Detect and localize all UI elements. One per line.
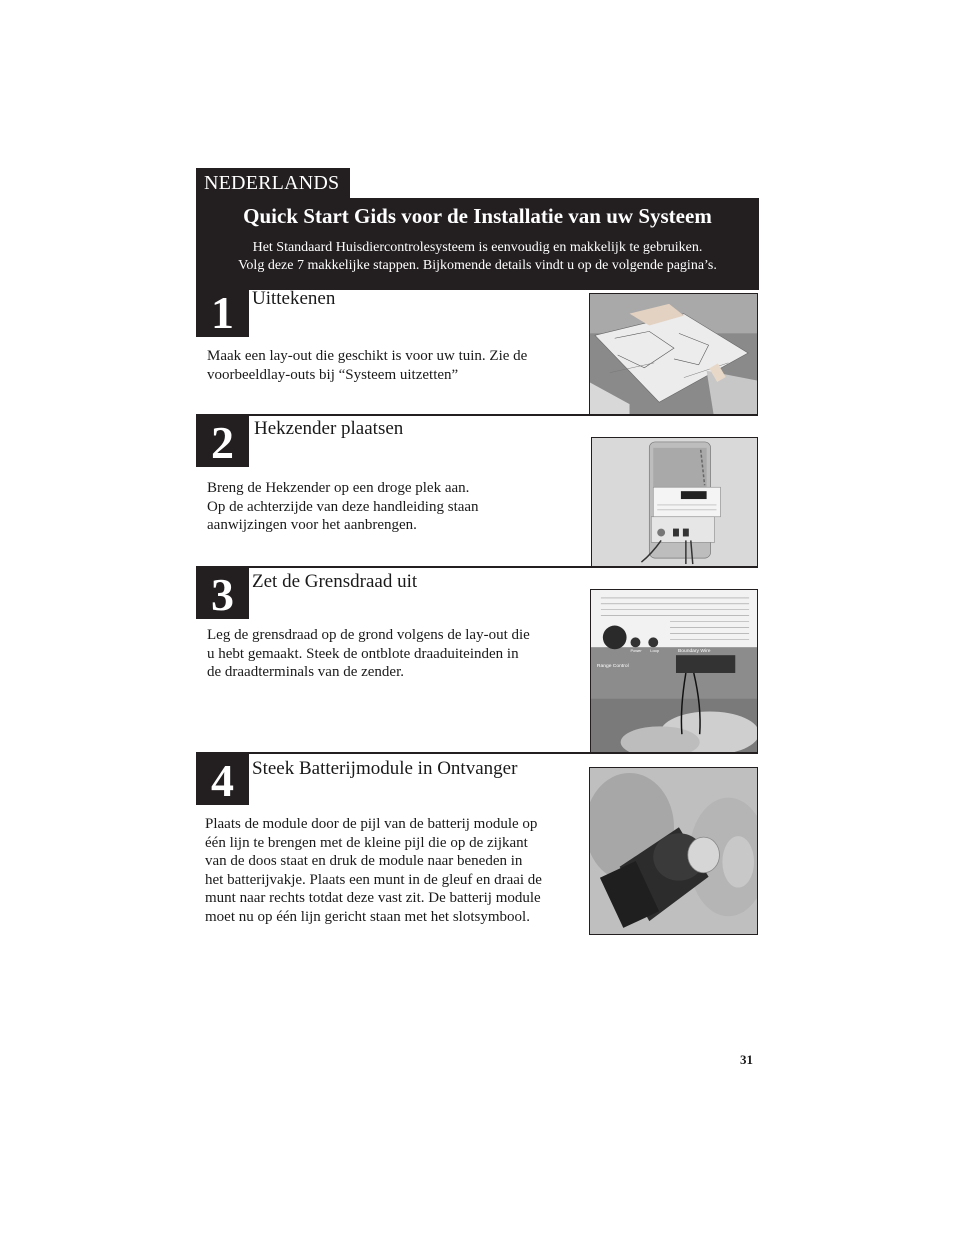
step-4-body: Plaats de module door de pijl van de batterij module op één lijn te brengen met de kleine pijl die op de zijkant van de doos staat en druk de module naar beneden in het batterijvakje. Plaats een munt in de gleuf en draai de munt naar rechts totdat deze vast zit. De batterij module moet nu op één lijn gericht staan met het slotsymbool. — [205, 816, 542, 925]
language-tab: NEDERLANDS — [196, 168, 350, 198]
step-2-divider — [248, 566, 758, 568]
photo-label-range-control: Range Control — [596, 664, 629, 670]
step-1-body: Maak een lay-out die geschikt is voor uw tuin. Zie de voorbeeldlay-outs bij “Systeem uitzetten” — [207, 348, 528, 383]
banner-intro-line-1: Het Standaard Huisdiercontrolesysteem is eenvoudig en makkelijk te gebruiken. — [252, 240, 703, 255]
step-3-number: 3 — [196, 566, 249, 619]
photo-label-power: Power — [630, 648, 642, 654]
step-2-body: Breng de Hekzender op een droge plek aan. Op de achterzijde van deze handleiding staan aanwijzingen voor het aanbrengen. — [207, 480, 479, 533]
step-3-title: Zet de Grensdraad uit — [252, 571, 418, 592]
step-4-title: Steek Batterijmodule in Ontvanger — [252, 758, 518, 779]
page-number: 31 — [740, 1052, 753, 1067]
step-3-body: Leg de grensdraad op de grond volgens de lay-out die u hebt gemaakt. Steek de ontblote draaduiteinden in de draadterminals van de zender. — [207, 627, 530, 680]
step-2-number: 2 — [196, 414, 249, 467]
step-1-title: Uittekenen — [252, 288, 336, 309]
step-2-photo-fence-transmitter — [591, 437, 758, 567]
step-1-divider — [248, 414, 758, 416]
step-1-photo-drawing-layout — [589, 293, 758, 415]
banner-title: Quick Start Gids voor de Installatie van uw Systeem — [243, 204, 712, 228]
step-2-title: Hekzender plaatsen — [254, 418, 404, 439]
step-4-photo-battery-module — [589, 767, 758, 935]
photo-label-loop: Loop — [650, 648, 660, 654]
step-4-number: 4 — [196, 752, 249, 805]
quick-start-banner — [196, 198, 759, 290]
photo-label-boundary-wire: Boundary Wire — [677, 649, 711, 655]
banner-intro-line-2: Volg deze 7 makkelijke stappen. Bijkomende details vindt u op de volgende pagina’s. — [238, 258, 717, 273]
step-3-divider — [248, 752, 758, 754]
step-1-number: 1 — [196, 284, 249, 337]
step-3-photo-wire-terminals — [590, 589, 758, 753]
